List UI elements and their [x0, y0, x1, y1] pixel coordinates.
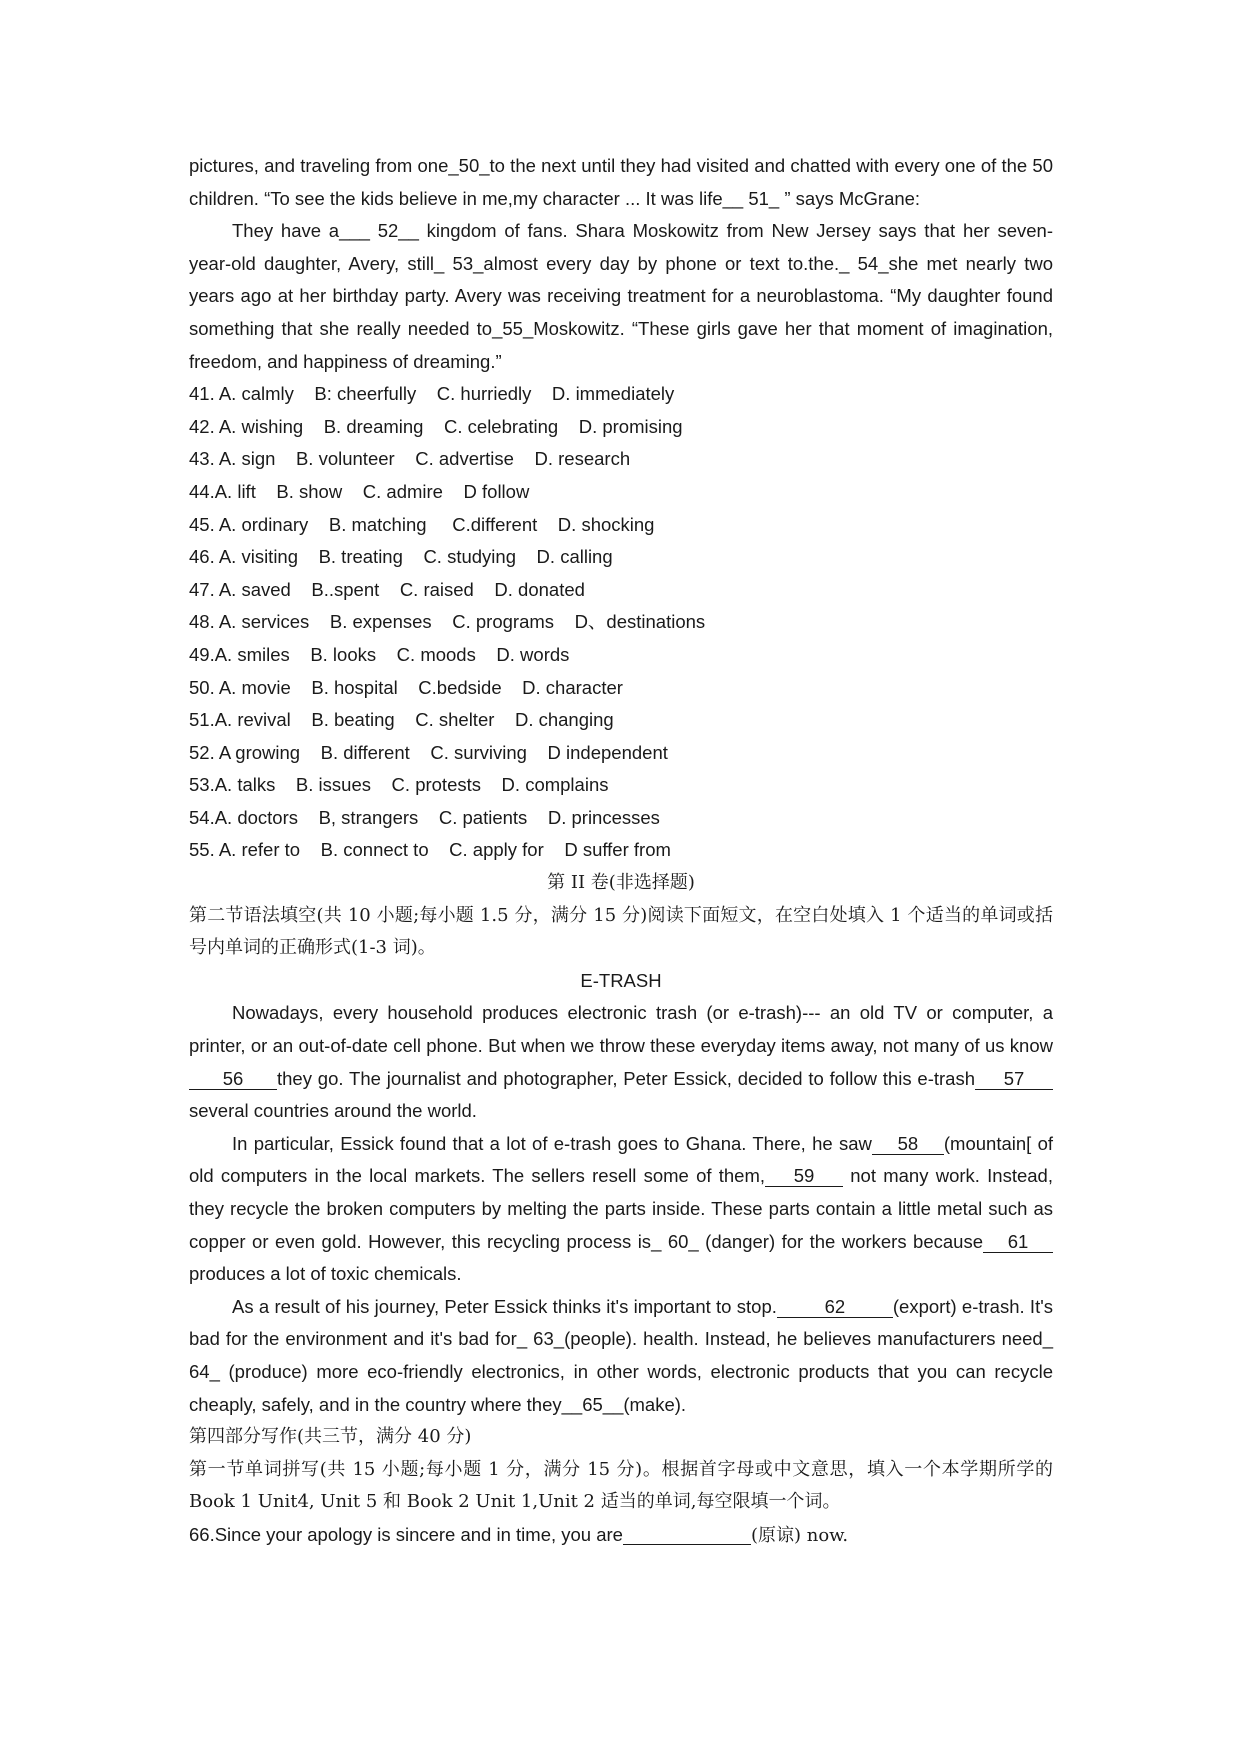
- option-row-47: 47. A. saved B..spent C. raised D. donated: [189, 578, 585, 600]
- option-row-45: 45. A. ordinary B. matching C.different D. shocking: [189, 513, 655, 535]
- blank-63: _ 63_: [516, 1328, 565, 1350]
- blank-64: _ 64_: [189, 1328, 1054, 1382]
- blank-58: 58: [872, 1134, 944, 1155]
- grammar-paragraph-1: Nowadays, every household produces electronic trash (or e-trash)--- an old TV or computer, a printer, or an out-of-date cell phone. But when we throw these everyday items away, not many of us know56 they go. The journalist and photographer, Peter Essick, decided to follow this e-trash 57several countries around the world.: [189, 1002, 1053, 1122]
- option-row-53: 53.A. talks B. issues C. protests D. complains: [189, 774, 609, 796]
- spelling-instructions: 第一节单词拼写(共 15 小题;每小题 1 分，满分 15 分)。根据首字母或中文意思，填入一个本学期所学的 Book 1 Unit4, Unit 5 和 Book 2 Unit 1,Unit 2 适当的单词,每空限填一个词。: [189, 1458, 1053, 1513]
- question-66: 66.Since your apology is sincere and in time, you are (原谅) now.: [189, 1523, 849, 1546]
- grammar-instructions: 第二节语法填空(共 10 小题;每小题 1.5 分，满分 15 分)阅读下面短文，在空白处填入 1 个适当的单词或括号内单词的正确形式(1-3 词)。: [189, 904, 1053, 959]
- blank-65: __65__: [561, 1393, 624, 1415]
- blank-54: _ 54_: [839, 252, 889, 274]
- blank-55: _55_: [492, 317, 534, 339]
- grammar-paragraph-3: As a result of his journey, Peter Essick thinks it's important to stop. 62 (export) e-trash. It's bad for the environment and it's bad for_ 63_(people). health. Instead, he believes manufacturers need_ 64_ (produce) more eco-friendly electronics, in other words, electronic products that you can recycle cheaply, safely, and in the country where they__65__(make).: [189, 1295, 1054, 1415]
- option-row-51: 51.A. revival B. beating C. shelter D. changing: [189, 709, 614, 731]
- option-row-55: 55. A. refer to B. connect to C. apply for D suffer from: [189, 839, 671, 861]
- option-row-42: 42. A. wishing B. dreaming C. celebrating D. promising: [189, 415, 683, 437]
- option-row-44: 44.A. lift B. show C. admire D follow: [189, 480, 530, 502]
- blank-60: _ 60_: [651, 1230, 699, 1252]
- blank-50: _50_: [448, 155, 490, 176]
- reading-paragraph-1: pictures, and traveling from one_50_to the next until they had visited and chatted with every one of the 50 children. “To see the kids believe in me,my character ... It was life__ 51_ ” says McGrane:: [189, 155, 1053, 209]
- option-row-54: 54.A. doctors B, strangers C. patients D. princesses: [189, 806, 660, 828]
- writing-section-title: 第四部分写作(共三节，满分 40 分): [189, 1426, 472, 1448]
- volume-title: 第 II 卷(非选择题): [547, 872, 695, 894]
- option-row-50: 50. A. movie B. hospital C.bedside D. character: [189, 676, 623, 698]
- blank-52: ___ 52__: [339, 220, 419, 242]
- option-row-41: 41. A. calmly B: cheerfully C. hurriedly D. immediately: [189, 383, 675, 405]
- blank-51: __ 51_: [722, 187, 780, 209]
- blank-66: [623, 1524, 751, 1545]
- grammar-paragraph-2: In particular, Essick found that a lot of e-trash goes to Ghana. There, he saw 58 (mountain[ of old computers in the local markets. The sellers resell some of them, 59 not many work. Instead, they recycle the broken computers by melting the parts inside. These parts contain a little metal such as copper or even gold. However, this recycling process is_ 60_ (danger) for the workers because 61produces a lot of toxic chemicals.: [189, 1132, 1053, 1285]
- blank-61: 61: [983, 1232, 1053, 1253]
- document-page: [189, 150, 1053, 1553]
- option-row-52: 52. A growing B. different C. surviving D independent: [189, 741, 668, 763]
- option-row-49: 49.A. smiles B. looks C. moods D. words: [189, 643, 570, 665]
- blank-59: 59: [765, 1166, 843, 1187]
- blank-57: 57: [975, 1069, 1053, 1090]
- option-list: [189, 378, 1053, 867]
- blank-56: 56: [189, 1069, 277, 1090]
- passage-title: E-TRASH: [580, 969, 662, 991]
- blank-53: _ 53_: [434, 252, 484, 274]
- blank-62: 62: [777, 1297, 893, 1318]
- option-row-43: 43. A. sign B. volunteer C. advertise D. research: [189, 448, 631, 470]
- option-row-48: 48. A. services B. expenses C. programs D、destinations: [189, 611, 706, 633]
- reading-paragraph-2: They have a___ 52__ kingdom of fans. Shara Moskowitz from New Jersey says that her seven-year-old daughter, Avery, still_ 53_almost every day by phone or text to.the._ 54_she met nearly two years ago at her birthday party. Avery was receiving treatment for a neuroblastoma. “My daughter found something that she really needed to_55_Moskowitz. “These girls gave her that moment of imagination, freedom, and happiness of dreaming.”: [189, 220, 1054, 372]
- option-row-46: 46. A. visiting B. treating C. studying D. calling: [189, 546, 613, 568]
